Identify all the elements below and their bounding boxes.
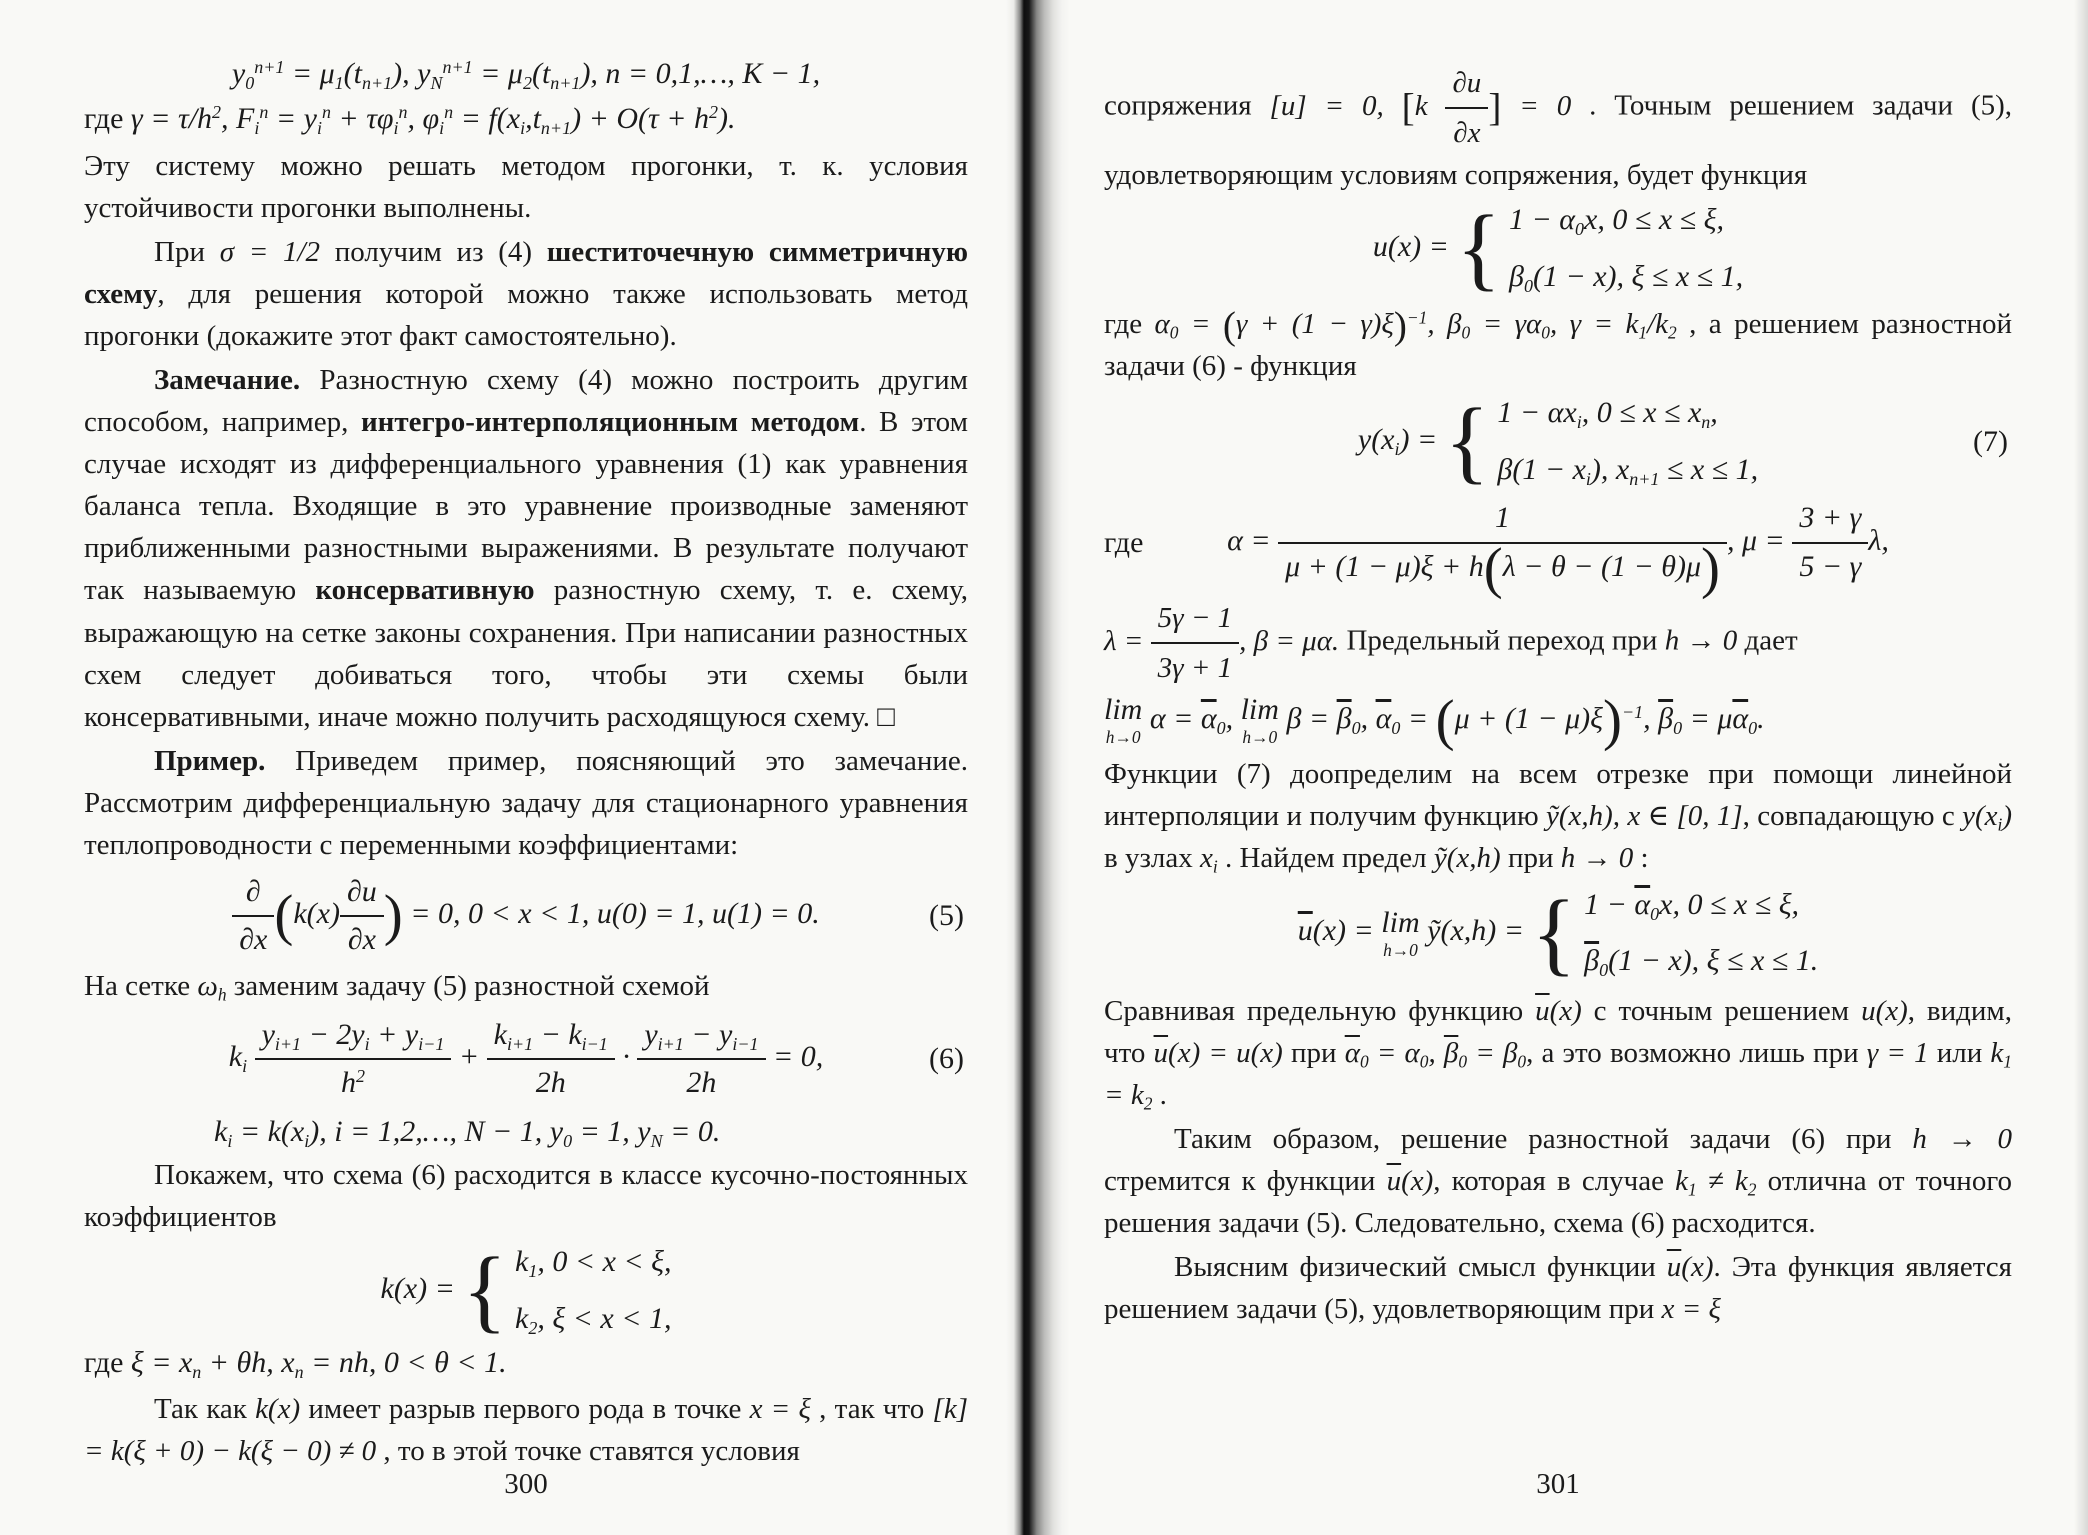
equation-number: (7) bbox=[1973, 424, 2008, 458]
paragraph: Замечание. Разностную схему (4) можно построить другим способом, например, интегро-интерполяционным методом. В этом случае исходят из дифференциального уравнения (1) как уравнения баланса тепла. Входящие в это уравнение производные заменяют приближенными разностными выражениями. В результате получают так называемую консервативную разностную схему, т. е. схему, выражающую на сетке законы сохранения. При написании разностных схем следует добиваться того, чтобы эти схемы были консервативными, иначе можно получить расходящуюся схему. □ bbox=[84, 364, 969, 733]
display-formula: $\overline{u}(x)$ = lim h→0 ỹ(x,h) = { $1 - \overline{\alpha}_0x$, 0 ≤ x ≤ ξ, $\overline{\beta}_0(1 - x)$, ξ ≤ x ≤ 1. bbox=[1297, 881, 1819, 985]
book-gutter-shadow bbox=[1006, 0, 1070, 1535]
page-text-column bbox=[1104, 62, 2012, 1332]
display-formula: $y_0^{n+1} = \mu_1(t_{n+1})$, $y_N^{n+1} = \mu_2(t_{n+1})$, n = 0,1,…, K − 1, bbox=[231, 57, 821, 93]
paragraph: λ = $\frac{5\gamma - 1}{3\gamma + 1}$ , β = μα. Предельный переход при h → 0 дает bbox=[1104, 597, 2012, 689]
paragraph: Функции (7) доопределим на всем отрезке при помощи линейной интерполяции и получим функцию ỹ(x,h), x ∈ [0, 1], совпадающую с $y(x_i)$ в узлах $x_i$ . Найдем предел ỹ(x,h) при h → 0 : bbox=[1104, 757, 2012, 877]
page-301 bbox=[1104, 0, 2012, 1535]
display-formula: $y(x_i)$ = { $1 - \alpha x_i$, $0 \le x \le x_n$, $\beta(1 - x_i)$, $x_{n+1} \le x \le 1$, (7) bbox=[1357, 389, 2008, 493]
page-300 bbox=[84, 0, 968, 1535]
paragraph: Так как k(x) имеет разрыв первого рода в точке x = ξ , так что [k] = k(ξ + 0) − k(ξ − 0) ≠ 0 , то в этой точке ставятся условия bbox=[84, 1392, 968, 1467]
paragraph: При σ = 1/2 получим из (4) шеститочечную симметричную схему, для решения которой можно также использовать метод прогонки (докажите этот факт самостоятельно). bbox=[84, 236, 969, 353]
display-formula: где $\xi = x_n + \theta h$, $x_n$ = nh, 0 < θ < 1. bbox=[84, 1346, 507, 1383]
paragraph: Выясним физический смысл функции $\overline{u}(x)$. Эта функция является решением задачи (5), удовлетворяющим при x = ξ bbox=[1104, 1251, 2012, 1326]
formula-lead-word: где bbox=[1104, 525, 1144, 559]
paragraph: где $\alpha_0 = (\gamma + (1 - \gamma)\xi)^{-1}$, $\beta_0 = \gamma\alpha_0$, $\gamma = k_1/k_2$ , а решением разностной задачи (6) - функция bbox=[1104, 304, 2013, 383]
paragraph: Эту систему можно решать методом прогонки, т. к. условия устойчивости прогонки выполнены. bbox=[84, 150, 968, 225]
page-number: 300 bbox=[504, 1468, 548, 1500]
display-formula: lim h→0 $\alpha = \overline{\alpha}_0$, lim h→0 $\beta = \overline{\beta}_0$, $\overline{\alpha}_0 = (\mu + (1 - \mu)\xi)^{-1}$, $\overline{\beta}_0 = \mu\overline{\alpha}_0$. bbox=[1104, 689, 1765, 753]
display-formula: $k_i$ $\frac{y_{i+1} - 2y_i + y_{i-1}}{h^2}$ + $\frac{k_{i+1} - k_{i-1}}{2h}$ · $\frac{y_{i+1} - y_{i-1}}{2h}$ = 0, (6) bbox=[84, 1015, 968, 1104]
display-formula: где α = $\frac{1}{\mu + (1 - \mu)\xi + h(\lambda - \theta - (1 - \theta)\mu)}$ , μ = $\frac{3 + \gamma}{5 - \gamma}$ λ, bbox=[1104, 501, 1889, 600]
page-text-column bbox=[84, 54, 968, 1474]
display-formula: $k_i = k(x_i)$, i = 1,2,…, N − 1, $y_0 = 1$, $y_N = 0$. bbox=[214, 1114, 721, 1151]
paragraph: Покажем, что схема (6) расходится в классе кусочно-постоянных коэффициентов bbox=[84, 1159, 968, 1234]
paragraph: Сравнивая предельную функцию $\overline{u}(x)$ с точным решением u(x), видим, что $\overline{u}(x) = u(x)$ при $\overline{\alpha}_0 = \alpha_0$, $\overline{\beta}_0 = \beta_0$, а это возможно лишь при γ = 1 или $k_1 = k_2$ . bbox=[1104, 994, 2012, 1114]
equation-number: (6) bbox=[929, 1042, 964, 1076]
paragraph: Пример. Приведем пример, поясняющий это замечание. Рассмотрим дифференциальную задачу для стационарного уравнения теплопроводности с переменными коэффициентами: bbox=[84, 744, 968, 861]
display-formula: где $\gamma = \tau/h^2$, $F_i^n = y_i^n + \tau\varphi_i^n$, $\varphi_i^n = f(x_i,t_{n+1}) + O(\tau + h^2)$. bbox=[84, 101, 736, 138]
paragraph: сопряжения [u] = 0, [k $\frac{\partial u}{\partial x}$ ] = 0 . Точным решением задачи (5), удовлетворяющим условиям сопряжения, будет функция bbox=[1104, 67, 2013, 192]
display-formula: ∂ ∂x (k(x) $\frac{\partial u}{\partial x}$ ) = 0, 0 < x < 1, u(0) = 1, u(1) = 0. (5) bbox=[84, 872, 968, 961]
page-edge-shadow bbox=[2074, 0, 2088, 1535]
paragraph: На сетке $\omega_h$ заменим задачу (5) разностной схемой bbox=[84, 969, 710, 1005]
equation-number: (5) bbox=[929, 899, 964, 933]
display-formula: u(x) = { $1 - \alpha_0x$, 0 ≤ x ≤ ξ, $\beta_0(1 - x)$, ξ ≤ x ≤ 1, bbox=[1372, 196, 1744, 300]
page-number: 301 bbox=[1536, 1468, 1580, 1500]
display-formula: k(x) = { $k_1$, 0 < x < ξ, $k_2$, ξ < x < 1, bbox=[380, 1239, 672, 1343]
paragraph: Таким образом, решение разностной задачи (6) при h → 0 стремится к функции $\overline{u}(x)$, которая в случае $k_1 \ne k_2$ отлична от точного решения задачи (5). Следовательно, схема (6) расходится. bbox=[1104, 1123, 2012, 1240]
